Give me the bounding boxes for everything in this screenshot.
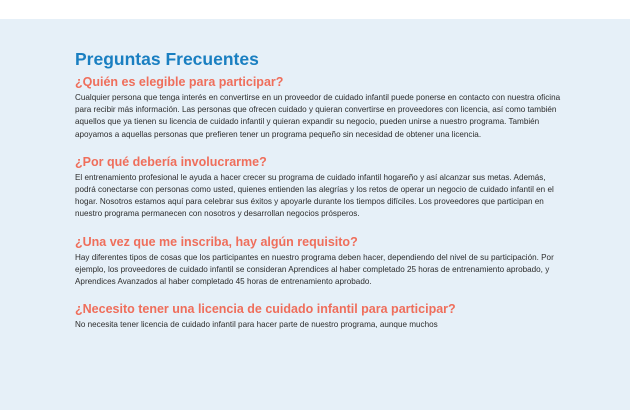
faq-answer: Hay diferentes tipos de cosas que los participantes en nuestro programa deben hacer, dependiendo del nivel de su participación. Por ejemplo, los proveedores de cuidado infantil se consideran Aprendices al haber completado 25 horas de entrenamiento aprobado, y Aprendices Avanzados al haber completado 45 horas de entrenamiento aprobado. [75, 252, 554, 287]
faq-answer: Cualquier persona que tenga interés en convertirse en un proveedor de cuidado infantil puede ponerse en contacto con nuestra oficina para recibir más información. Las personas que ofrecen cuidado y quieran convertirse en proveedores con licencia, así como también aquellos que ya tienen su licencia de cuidado infantil y quieran expandir su negocio, pueden unirse a nuestro programa. También apoyamos a aquellas personas que prefieren tener un programa pequeño sin necesidad de obtener una licencia. [75, 93, 561, 139]
faq-content [75, 48, 565, 344]
faq-question: ¿Necesito tener una licencia de cuidado infantil para participar? [75, 302, 456, 317]
faq-item [75, 234, 565, 289]
faq-question: ¿Una vez que me inscriba, hay algún requisito? [75, 234, 358, 249]
faq-question: ¿Por qué debería involucrarme? [75, 154, 267, 169]
faq-answer: No necesita tener licencia de cuidado infantil para hacer parte de nuestro programa, aunque muchos [75, 320, 438, 330]
faq-item [75, 301, 565, 331]
page-title: Preguntas Frecuentes [75, 49, 259, 69]
faq-answer: El entrenamiento profesional le ayuda a hacer crecer su programa de cuidado infantil hogareño y así alcanzar sus metas. Además, podrá conectarse con personas como usted, quienes entienden las alegrías y los retos de operar un negocio de cuidado infantil en el hogar. Nosotros estamos aquí para celebrar sus éxitos y apoyarle durante los tiempos difíciles. Los proveedores que participan en nuestro programa permanecen con nosotros y desarrollan negocios prósperos. [75, 172, 554, 219]
faq-item [75, 154, 565, 221]
faq-item [75, 74, 565, 141]
faq-panel [0, 19, 630, 410]
faq-question: ¿Quién es elegible para participar? [75, 75, 284, 89]
